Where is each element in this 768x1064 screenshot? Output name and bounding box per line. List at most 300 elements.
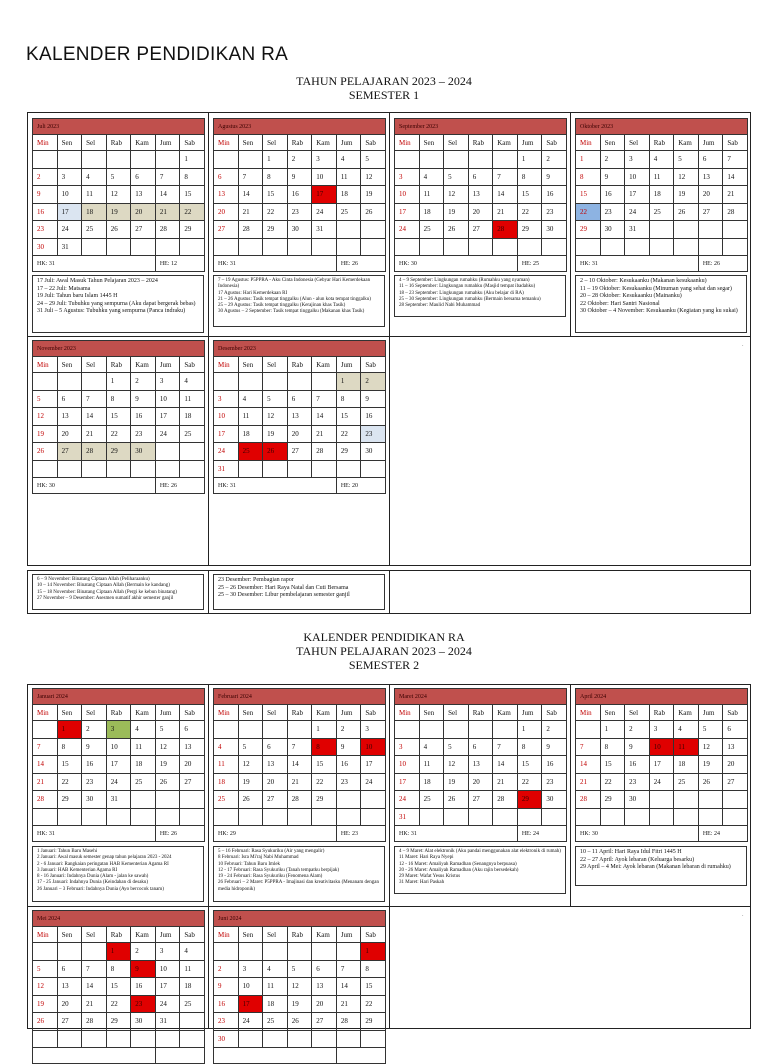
calendar-day-cell — [33, 373, 58, 391]
calendar-day-cell — [106, 151, 131, 169]
calendar-day-cell: 6 — [57, 960, 82, 978]
weekday-label: Sel — [263, 357, 288, 373]
calendar-day-cell — [238, 373, 263, 391]
calendar-week-row — [395, 721, 567, 739]
calendar-day-cell — [698, 221, 723, 239]
weekday-label: Min — [33, 135, 58, 151]
calendar-month-title: September 2023 — [395, 119, 567, 135]
weekday-label: Sen — [57, 927, 82, 943]
calendar-day-cell: 12 — [444, 186, 469, 204]
hari-kalender: HK: 31 — [33, 826, 156, 842]
corner-mark: . — [742, 912, 744, 918]
calendar-week-row — [214, 186, 386, 204]
calendar-day-cell: 1 — [106, 373, 131, 391]
calendar-day-cell: 23 — [131, 995, 156, 1013]
weekday-label: Sen — [57, 357, 82, 373]
calendar-day-cell: 25 — [238, 443, 263, 461]
calendar-day-cell: 19 — [263, 425, 288, 443]
calendar-day-cell: 20 — [287, 425, 312, 443]
weekday-label: Sab — [723, 705, 748, 721]
notes-januari — [32, 846, 204, 902]
calendar-september-2023 — [394, 118, 567, 272]
calendar-day-cell: 15 — [576, 186, 601, 204]
calendar-day-cell: 17 — [214, 425, 239, 443]
note-line: 4 – 9 Maret: Alat elektronik (Aku pandai menggunakan alat elektronik di rumah) — [399, 849, 561, 854]
calendar-day-cell: 24 — [57, 221, 82, 239]
calendar-day-cell: 15 — [336, 408, 361, 426]
calendar-day-cell: 12 — [238, 756, 263, 774]
calendar-day-cell — [674, 791, 699, 809]
calendar-summary-row — [33, 1048, 205, 1064]
weekday-label: Rab — [106, 927, 131, 943]
calendar-april-2024 — [575, 688, 748, 842]
weekday-row — [395, 705, 567, 721]
calendar-day-cell — [214, 808, 239, 826]
calendar-day-cell: 29 — [312, 791, 337, 809]
calendar-day-cell: 11 — [238, 408, 263, 426]
weekday-label: Sab — [180, 927, 205, 943]
calendar-day-cell: 10 — [57, 186, 82, 204]
calendar-day-cell: 5 — [33, 390, 58, 408]
calendar-week-row — [214, 1030, 386, 1048]
calendar-day-cell: 19 — [155, 756, 180, 774]
calendar-day-cell: 4 — [674, 721, 699, 739]
calendar-day-cell: 7 — [576, 738, 601, 756]
calendar-day-cell — [131, 808, 156, 826]
calendar-day-cell: 11 — [82, 186, 107, 204]
calendar-day-cell: 30 — [131, 443, 156, 461]
note-line: 4 – 9 September: Lingkungan rumahku (Rumahku yang nyaman) — [399, 278, 530, 283]
calendar-day-cell: 22 — [517, 773, 542, 791]
calendar-day-cell: 28 — [312, 443, 337, 461]
calendar-day-cell: 24 — [625, 203, 650, 221]
calendar-day-cell — [336, 808, 361, 826]
calendar-week-row — [33, 791, 205, 809]
calendar-day-cell: 25 — [336, 203, 361, 221]
calendar-day-cell: 12 — [263, 408, 288, 426]
weekday-label: Sel — [263, 927, 288, 943]
calendar-day-cell: 8 — [106, 390, 131, 408]
calendar-day-cell: 19 — [361, 186, 386, 204]
calendar-day-cell: 13 — [57, 408, 82, 426]
calendar-week-row — [33, 221, 205, 239]
calendar-day-cell: 9 — [287, 168, 312, 186]
calendar-day-cell: 17 — [649, 756, 674, 774]
calendar-day-cell — [444, 721, 469, 739]
calendar-day-cell: 29 — [361, 1013, 386, 1031]
note-line: 17 Juli: Awal Masuk Tahun Pelajaran 2023 – 2024 — [37, 278, 158, 284]
calendar-juli-2023 — [32, 118, 205, 272]
calendar-day-cell: 15 — [600, 756, 625, 774]
calendar-day-cell — [287, 460, 312, 478]
weekday-label: Sab — [542, 705, 567, 721]
weekday-label: Sen — [238, 135, 263, 151]
calendar-day-cell: 4 — [180, 373, 205, 391]
calendar-day-cell: 7 — [155, 168, 180, 186]
calendar-day-cell: 27 — [214, 221, 239, 239]
calendar-day-cell — [287, 238, 312, 256]
hari-efektif: HE: 26 — [336, 256, 385, 272]
calendar-day-cell: 27 — [263, 791, 288, 809]
weekday-label: Kam — [131, 357, 156, 373]
calendar-day-cell: 4 — [336, 151, 361, 169]
calendar-month-title: Juli 2023 — [33, 119, 205, 135]
calendar-day-cell — [312, 808, 337, 826]
calendar-day-cell: 11 — [419, 186, 444, 204]
hari-efektif — [155, 1048, 204, 1064]
weekday-row — [33, 357, 205, 373]
calendar-day-cell: 22 — [361, 995, 386, 1013]
weekday-label: Kam — [674, 135, 699, 151]
calendar-week-row — [214, 756, 386, 774]
calendar-day-cell — [106, 808, 131, 826]
calendar-day-cell: 21 — [493, 773, 518, 791]
calendar-day-cell: 23 — [82, 773, 107, 791]
calendar-day-cell: 21 — [33, 773, 58, 791]
note-line: 28 September: Maulid Nabi Muhammad — [399, 303, 481, 308]
weekday-label: Jum — [336, 135, 361, 151]
weekday-label: Rab — [287, 357, 312, 373]
calendar-day-cell — [312, 1030, 337, 1048]
calendar-day-cell: 17 — [395, 203, 420, 221]
calendar-day-cell: 11 — [649, 168, 674, 186]
calendar-day-cell: 7 — [312, 390, 337, 408]
calendar-week-row — [576, 756, 748, 774]
calendar-day-cell: 10 — [214, 408, 239, 426]
calendar-day-cell: 7 — [82, 390, 107, 408]
calendar-day-cell: 7 — [33, 738, 58, 756]
calendar-day-cell — [723, 221, 748, 239]
calendar-day-cell — [57, 151, 82, 169]
calendar-week-row — [576, 721, 748, 739]
calendar-day-cell: 18 — [82, 203, 107, 221]
calendar-day-cell: 13 — [312, 978, 337, 996]
calendar-day-cell: 26 — [444, 221, 469, 239]
calendar-day-cell: 3 — [106, 721, 131, 739]
note-line: 11 – 16 September: Lingkungan rumahku (Masjid tempat ibadahku) — [399, 284, 536, 290]
note-line: 19 - 24 Februari: Rasa Syukuriku (Fenomena Alam) — [218, 874, 323, 879]
calendar-day-cell: 8 — [336, 390, 361, 408]
calendar-day-cell: 23 — [600, 203, 625, 221]
calendar-day-cell: 31 — [214, 460, 239, 478]
calendar-title-row — [214, 911, 386, 927]
calendar-summary-row — [214, 826, 386, 842]
calendar-day-cell: 22 — [106, 425, 131, 443]
calendar-day-cell — [82, 943, 107, 961]
weekday-label: Kam — [493, 135, 518, 151]
weekday-label: Rab — [106, 705, 131, 721]
hari-kalender: HK: 31 — [576, 256, 699, 272]
note-line: 15 – 18 November: Binatang Ciptaan Allah (Pergi ke kebun binatang) — [37, 589, 177, 595]
calendar-day-cell — [155, 808, 180, 826]
calendar-day-cell: 8 — [57, 738, 82, 756]
calendar-day-cell: 17 — [106, 756, 131, 774]
calendar-desember-2023 — [213, 340, 386, 494]
notes-april — [575, 846, 747, 886]
calendar-day-cell: 3 — [155, 373, 180, 391]
calendar-day-cell — [263, 1030, 288, 1048]
calendar-day-cell: 1 — [361, 943, 386, 961]
hari-efektif: HE: 25 — [517, 256, 566, 272]
calendar-day-cell — [649, 791, 674, 809]
calendar-week-row — [576, 238, 748, 256]
calendar-day-cell: 28 — [336, 1013, 361, 1031]
notes-juli — [32, 275, 204, 333]
calendar-day-cell: 30 — [131, 1013, 156, 1031]
calendar-day-cell — [625, 238, 650, 256]
calendar-day-cell: 19 — [33, 995, 58, 1013]
calendar-week-row — [214, 995, 386, 1013]
calendar-day-cell — [106, 460, 131, 478]
calendar-day-cell: 16 — [287, 186, 312, 204]
weekday-label: Sab — [180, 135, 205, 151]
column-divider — [389, 906, 390, 1029]
note-line: 8 - 16 Januari: Indahnya Dunia (Alam - jalan ke sawah) — [37, 874, 149, 879]
calendar-day-cell — [131, 791, 156, 809]
calendar-day-cell — [468, 808, 493, 826]
calendar-day-cell: 21 — [336, 995, 361, 1013]
calendar-day-cell — [361, 221, 386, 239]
calendar-day-cell: 17 — [57, 203, 82, 221]
calendar-day-cell: 28 — [238, 221, 263, 239]
weekday-label: Sen — [419, 135, 444, 151]
calendar-day-cell: 16 — [82, 756, 107, 774]
calendar-day-cell: 8 — [517, 168, 542, 186]
note-line: 24 – 29 Juli: Tubuhku yang sempurna (Aku dapat bergerak bebas) — [37, 300, 196, 307]
calendar-day-cell — [723, 808, 748, 826]
weekday-label: Sen — [238, 357, 263, 373]
calendar-day-cell: 30 — [361, 443, 386, 461]
note-line: 2 Januari: Awal masuk semester genap tahun pelajaran 2023 - 2024 — [37, 855, 172, 861]
calendar-day-cell: 14 — [723, 168, 748, 186]
calendar-day-cell: 1 — [180, 151, 205, 169]
calendar-day-cell: 24 — [238, 1013, 263, 1031]
calendar-day-cell: 7 — [336, 960, 361, 978]
calendar-day-cell: 19 — [238, 773, 263, 791]
calendar-day-cell: 10 — [312, 168, 337, 186]
hari-efektif: HE: 24 — [698, 826, 747, 842]
calendar-day-cell: 27 — [57, 443, 82, 461]
weekday-label: Kam — [131, 135, 156, 151]
calendar-day-cell: 9 — [214, 978, 239, 996]
calendar-day-cell: 26 — [674, 203, 699, 221]
column-divider — [389, 684, 390, 906]
calendar-day-cell: 4 — [419, 168, 444, 186]
calendar-week-row — [33, 808, 205, 826]
calendar-day-cell: 25 — [263, 1013, 288, 1031]
note-line: 17 – 22 Juli: Matsama — [37, 285, 91, 292]
calendar-week-row — [576, 738, 748, 756]
calendar-day-cell — [33, 943, 58, 961]
calendar-day-cell: 31 — [106, 791, 131, 809]
calendar-day-cell — [649, 238, 674, 256]
calendar-day-cell: 27 — [57, 1013, 82, 1031]
calendar-week-row — [33, 773, 205, 791]
calendar-day-cell: 7 — [82, 960, 107, 978]
calendar-day-cell: 20 — [57, 995, 82, 1013]
calendar-day-cell: 26 — [263, 443, 288, 461]
calendar-day-cell: 10 — [395, 756, 420, 774]
calendar-summary-row — [214, 256, 386, 272]
calendar-day-cell: 22 — [576, 203, 601, 221]
calendar-day-cell — [444, 151, 469, 169]
calendar-day-cell: 20 — [723, 756, 748, 774]
calendar-day-cell: 12 — [106, 186, 131, 204]
calendar-day-cell: 25 — [180, 425, 205, 443]
calendar-day-cell: 31 — [155, 1013, 180, 1031]
calendar-day-cell: 31 — [312, 221, 337, 239]
calendar-day-cell: 29 — [263, 221, 288, 239]
hari-kalender: HK: 31 — [33, 256, 156, 272]
weekday-label: Min — [214, 927, 239, 943]
calendar-day-cell: 20 — [698, 186, 723, 204]
weekday-label: Min — [395, 135, 420, 151]
calendar-week-row — [33, 738, 205, 756]
calendar-agustus-2023 — [213, 118, 386, 272]
calendar-day-cell — [180, 1013, 205, 1031]
calendar-week-row — [214, 738, 386, 756]
hari-efektif: HE: 26 — [155, 478, 204, 494]
note-line: 26 Februari – 2 Maret: P5PPRA - Imajinasi dan kreativitasku (Menanam dengan media hidroponik) — [218, 880, 379, 892]
notes-november — [32, 574, 204, 610]
note-line: 25 – 26 Desember: Hari Raya Natal dan Cuti Bersama — [218, 584, 349, 591]
calendar-day-cell — [155, 791, 180, 809]
calendar-day-cell — [395, 151, 420, 169]
calendar-day-cell: 4 — [131, 721, 156, 739]
weekday-label: Min — [33, 927, 58, 943]
calendar-day-cell: 21 — [312, 425, 337, 443]
hari-kalender — [33, 1048, 156, 1064]
calendar-day-cell: 26 — [155, 773, 180, 791]
weekday-label: Jum — [155, 927, 180, 943]
calendar-day-cell: 29 — [600, 791, 625, 809]
semester1-heading — [0, 74, 768, 102]
notes-februari — [213, 846, 385, 902]
calendar-week-row — [214, 960, 386, 978]
calendar-day-cell — [155, 151, 180, 169]
calendar-day-cell — [263, 238, 288, 256]
calendar-day-cell — [238, 721, 263, 739]
calendar-day-cell — [131, 151, 156, 169]
calendar-day-cell: 19 — [33, 425, 58, 443]
calendar-day-cell: 14 — [82, 408, 107, 426]
calendar-day-cell: 3 — [649, 721, 674, 739]
note-line: 30 Agustus – 2 September: Tasik tempat tinggalku (Makanan khas Tasik) — [218, 309, 365, 315]
calendar-week-row — [395, 773, 567, 791]
calendar-day-cell — [576, 721, 601, 739]
calendar-day-cell: 9 — [33, 186, 58, 204]
calendar-week-row — [214, 168, 386, 186]
calendar-day-cell — [336, 238, 361, 256]
calendar-day-cell: 8 — [361, 960, 386, 978]
hari-kalender — [214, 1048, 337, 1064]
calendar-day-cell: 27 — [131, 221, 156, 239]
calendar-day-cell: 2 — [214, 960, 239, 978]
calendar-day-cell: 1 — [576, 151, 601, 169]
calendar-week-row — [33, 995, 205, 1013]
calendar-day-cell: 14 — [312, 408, 337, 426]
calendar-day-cell: 2 — [131, 943, 156, 961]
calendar-day-cell: 9 — [336, 738, 361, 756]
weekday-label: Jum — [517, 705, 542, 721]
note-line: 20 – 28 Oktober: Kesukaanku (Mainanku) — [580, 293, 682, 299]
calendar-day-cell — [698, 808, 723, 826]
calendar-day-cell: 3 — [238, 960, 263, 978]
calendar-day-cell: 13 — [468, 756, 493, 774]
calendar-day-cell — [419, 238, 444, 256]
calendar-week-row — [395, 808, 567, 826]
document-title: KALENDER PENDIDIKAN RA — [26, 44, 289, 65]
calendar-day-cell — [263, 943, 288, 961]
calendar-day-cell: 20 — [57, 425, 82, 443]
weekday-label: Sab — [180, 357, 205, 373]
calendar-day-cell: 22 — [312, 773, 337, 791]
calendar-day-cell: 25 — [649, 203, 674, 221]
calendar-day-cell — [238, 151, 263, 169]
weekday-label: Jum — [155, 705, 180, 721]
calendar-day-cell: 22 — [517, 203, 542, 221]
calendar-day-cell — [336, 1030, 361, 1048]
calendar-title-row — [576, 119, 748, 135]
note-line: 17 - 25 Januari: Indahnya Dunia (Keindahan di desaku) — [37, 880, 149, 886]
calendar-day-cell — [444, 808, 469, 826]
weekday-label: Sel — [82, 705, 107, 721]
calendar-day-cell — [312, 943, 337, 961]
calendar-day-cell: 1 — [312, 721, 337, 739]
calendar-title-row — [214, 689, 386, 705]
calendar-day-cell: 26 — [287, 1013, 312, 1031]
calendar-day-cell: 10 — [155, 960, 180, 978]
semester1-heading-line: SEMESTER 1 — [348, 88, 420, 102]
calendar-day-cell: 24 — [214, 443, 239, 461]
calendar-title-row — [576, 689, 748, 705]
weekday-row — [33, 705, 205, 721]
calendar-februari-2024 — [213, 688, 386, 842]
calendar-week-row — [395, 168, 567, 186]
calendar-day-cell: 29 — [576, 221, 601, 239]
calendar-day-cell: 17 — [361, 756, 386, 774]
calendar-week-row — [33, 960, 205, 978]
calendar-week-row — [576, 791, 748, 809]
calendar-day-cell: 27 — [180, 773, 205, 791]
weekday-label: Kam — [493, 705, 518, 721]
calendar-summary-row — [576, 826, 748, 842]
calendar-day-cell: 16 — [214, 995, 239, 1013]
calendar-day-cell: 18 — [180, 408, 205, 426]
weekday-label: Min — [576, 705, 601, 721]
calendar-day-cell: 27 — [468, 221, 493, 239]
calendar-day-cell — [361, 1030, 386, 1048]
calendar-day-cell: 13 — [698, 168, 723, 186]
calendar-day-cell: 30 — [625, 791, 650, 809]
calendar-day-cell — [214, 373, 239, 391]
calendar-day-cell: 26 — [106, 221, 131, 239]
calendar-day-cell: 21 — [155, 203, 180, 221]
calendar-day-cell: 26 — [444, 791, 469, 809]
calendar-day-cell — [674, 808, 699, 826]
note-line: 25 – 30 Desember: Libur pembelajaran semester ganjil — [218, 592, 350, 598]
calendar-day-cell — [419, 721, 444, 739]
calendar-day-cell — [361, 460, 386, 478]
calendar-day-cell — [131, 1030, 156, 1048]
semester2-heading-line: SEMESTER 2 — [348, 658, 420, 672]
calendar-week-row — [214, 390, 386, 408]
calendar-day-cell: 18 — [214, 773, 239, 791]
calendar-day-cell: 2 — [600, 151, 625, 169]
calendar-day-cell: 26 — [33, 443, 58, 461]
calendar-title-row — [214, 119, 386, 135]
calendar-day-cell — [238, 808, 263, 826]
